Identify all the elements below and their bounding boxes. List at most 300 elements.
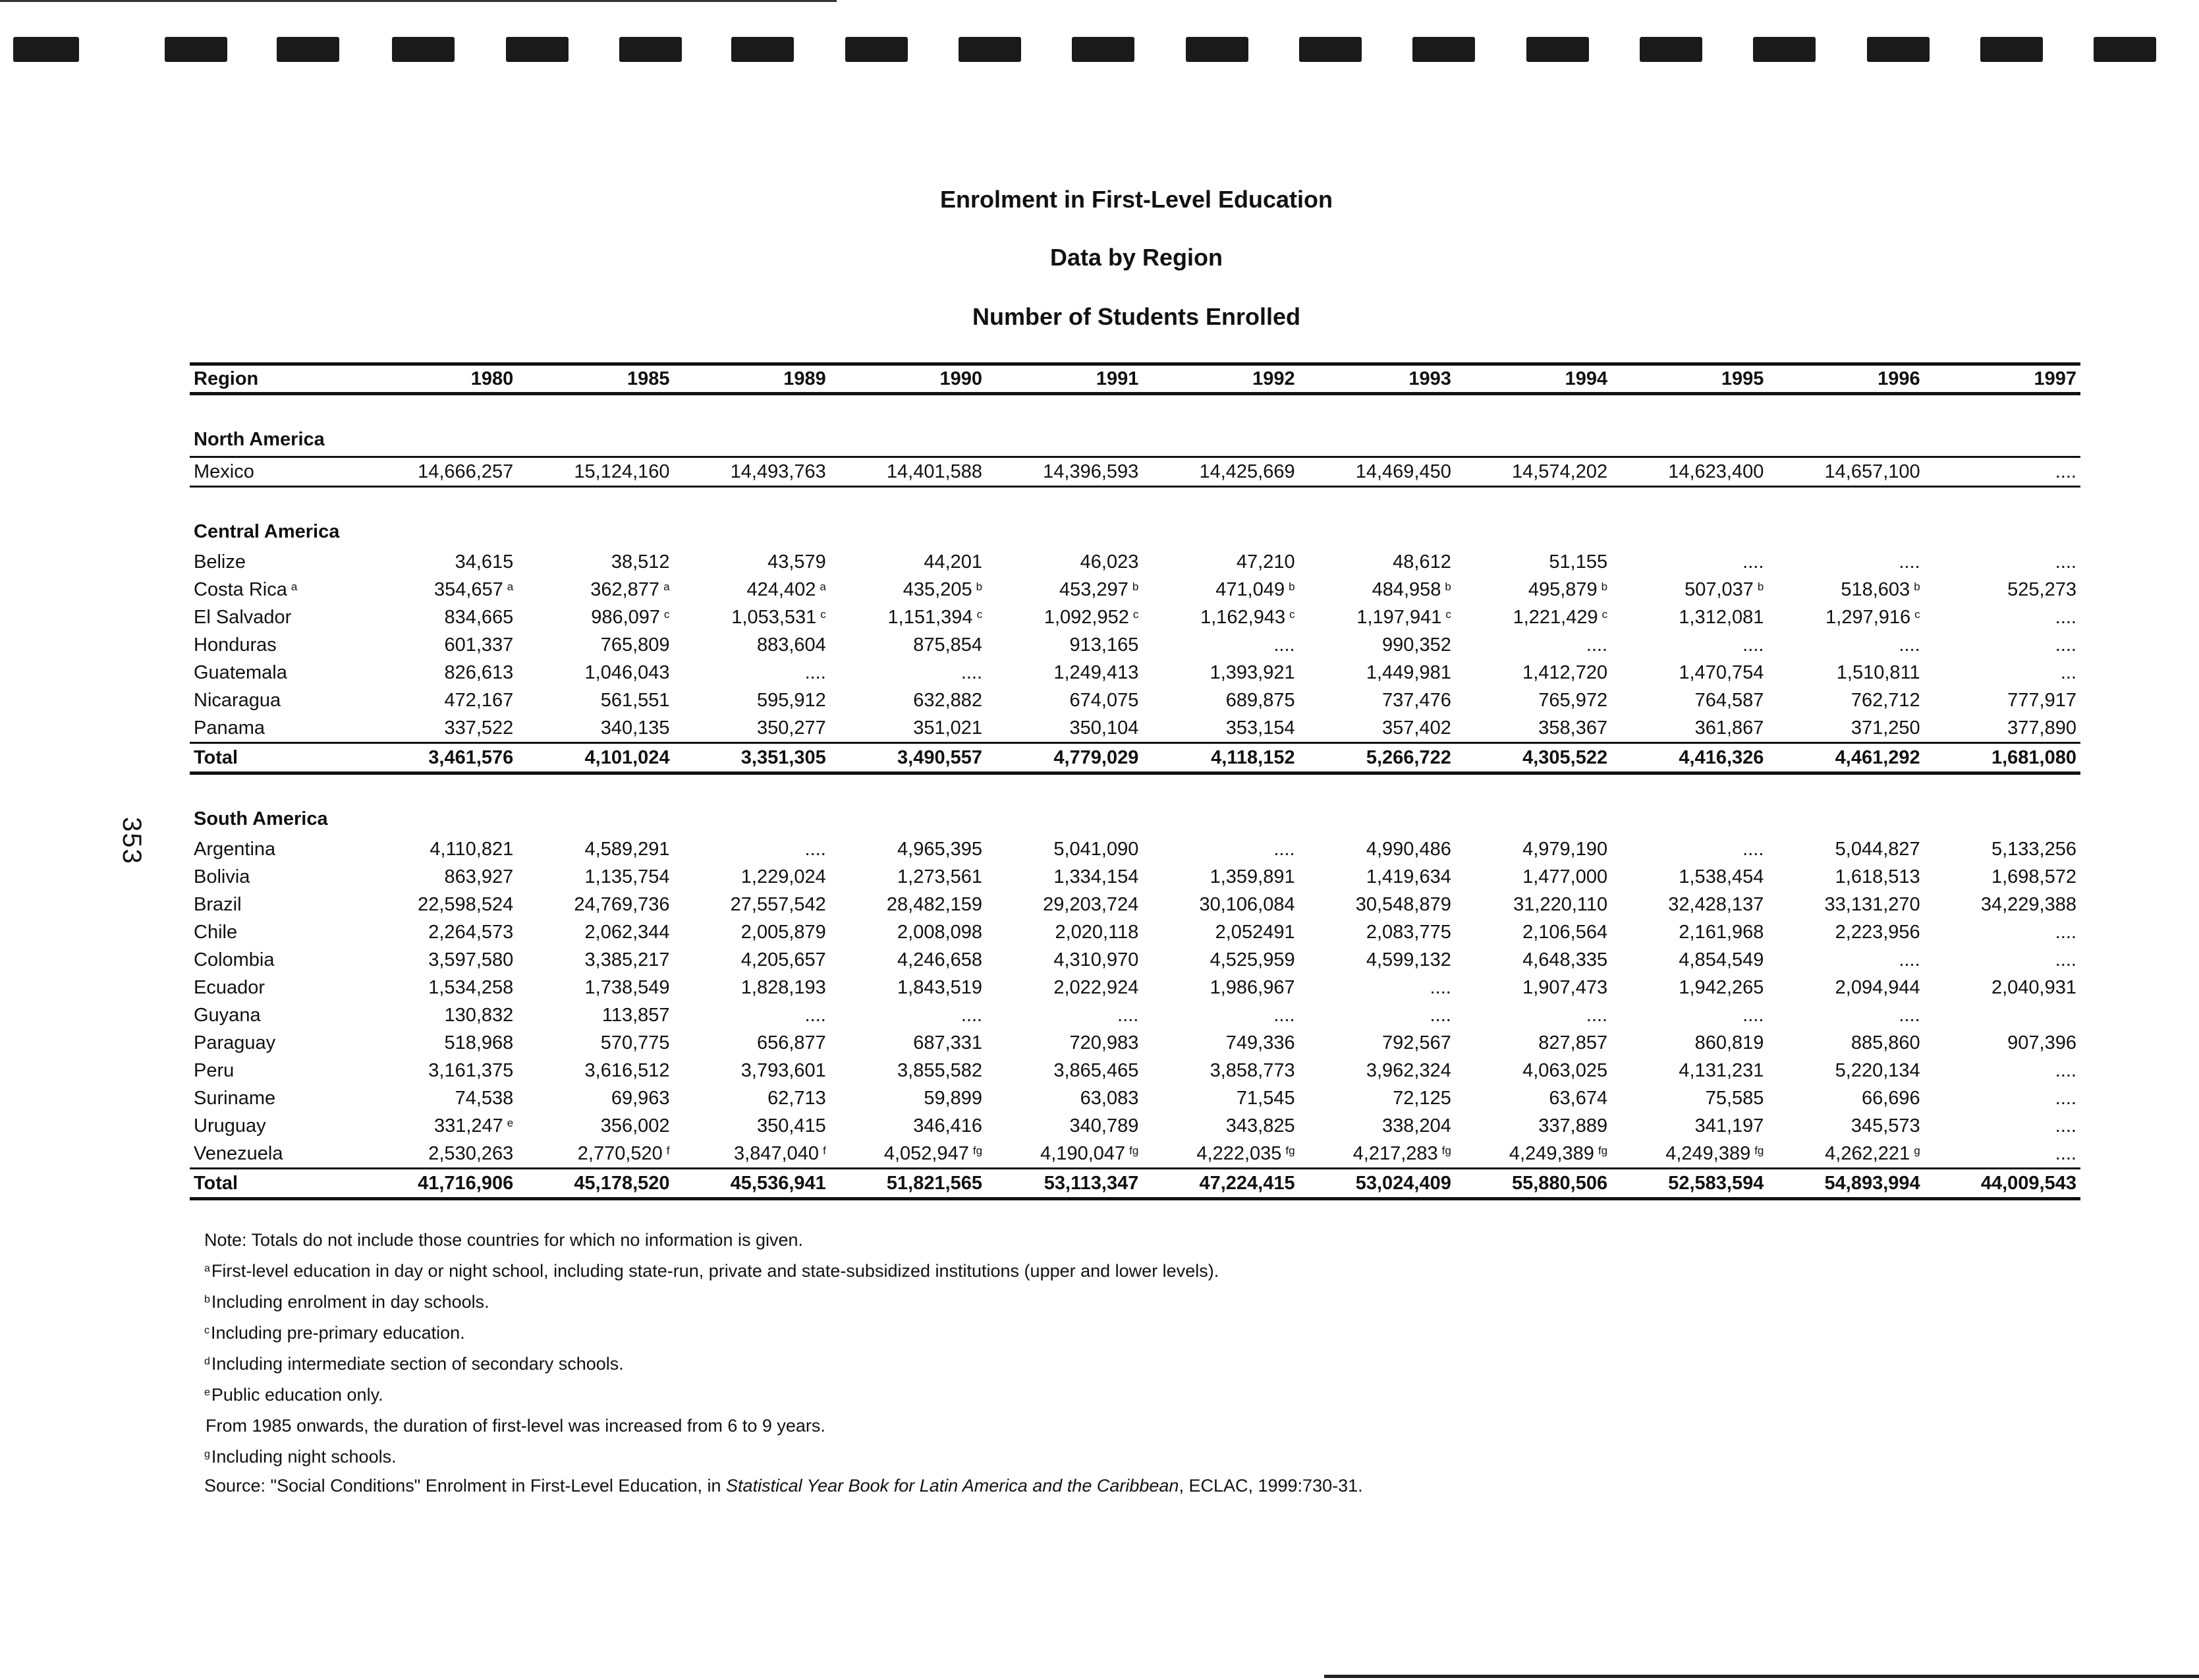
cell-value: 4,965,395 [897, 838, 983, 860]
cell-value: 32,428,137 [1668, 893, 1764, 915]
total-row [190, 1169, 2080, 1199]
table-cell [1299, 714, 1455, 743]
column-header-year: 1992 [1142, 364, 1298, 394]
cell-value: 14,401,588 [886, 461, 983, 482]
total-label: Total [190, 743, 361, 773]
table-cell [1142, 548, 1298, 576]
cell-value: 632,882 [913, 689, 983, 711]
table-cell [517, 659, 673, 686]
row-label [190, 548, 361, 576]
table-cell [361, 918, 517, 946]
row-label-text: Paraguay [194, 1032, 276, 1053]
table-cell [517, 1029, 673, 1057]
table-cell [1924, 686, 2080, 714]
cell-value: 689,875 [1225, 689, 1295, 711]
row-label-text: Guatemala [194, 661, 287, 683]
cell-value: 1,197,941 [1356, 606, 1442, 628]
cell-value: 71,545 [1236, 1087, 1295, 1109]
cell-value: 69,963 [611, 1087, 670, 1109]
table-cell [1455, 1084, 1611, 1112]
column-header-year: 1989 [674, 364, 830, 394]
cell-value: .... [1742, 838, 1764, 860]
cell-value: 907,396 [2007, 1032, 2076, 1053]
row-label-text: Costa Rica [194, 578, 287, 600]
table-cell [986, 835, 1142, 863]
table-cell [1768, 686, 1924, 714]
table-cell [986, 1001, 1142, 1029]
table-row [190, 1029, 2080, 1057]
table-cell [1142, 891, 1298, 918]
cell-value: 860,819 [1694, 1032, 1764, 1053]
table-cell [517, 1057, 673, 1084]
table-cell [1142, 1001, 1298, 1029]
cell-value: 525,273 [2007, 578, 2076, 600]
table-cell [1299, 863, 1455, 891]
cell-value: 362,877 [590, 578, 660, 600]
column-header-region: Region [190, 364, 361, 394]
table-cell [986, 918, 1142, 946]
cell-value: .... [1742, 634, 1764, 656]
table-cell [1142, 576, 1298, 603]
footnote-marker: c [1914, 607, 1920, 621]
table-cell [674, 1084, 830, 1112]
cell-value: 3,385,217 [584, 949, 670, 970]
table-cell [1455, 659, 1611, 686]
cell-value: .... [804, 661, 826, 683]
table-cell [517, 686, 673, 714]
table-cell [1142, 714, 1298, 743]
section-heading-row [190, 411, 2080, 457]
scan-mark [731, 37, 794, 62]
cell-value: .... [1899, 551, 1920, 573]
column-header-year: 1985 [517, 364, 673, 394]
table-cell [1455, 548, 1611, 576]
table-cell [1768, 1001, 1924, 1029]
table-row [190, 659, 2080, 686]
row-label [190, 1001, 361, 1029]
cell-value: .... [1430, 976, 1451, 998]
footnote-marker: c [664, 607, 670, 621]
table-cell [1924, 974, 2080, 1001]
table-cell [674, 863, 830, 891]
cell-value: 350,277 [756, 717, 826, 739]
cell-value: .... [1742, 1004, 1764, 1026]
table-cell [517, 918, 673, 946]
footnote-marker: f [823, 1144, 826, 1157]
cell-value: 762,712 [1851, 689, 1920, 711]
scan-bottom-rule [1324, 1675, 2199, 1678]
cell-value: 4,262,221 [1825, 1142, 1910, 1164]
table-cell [674, 576, 830, 603]
total-cell: 51,821,565 [830, 1169, 986, 1199]
table-cell [1611, 891, 1768, 918]
table-cell [517, 603, 673, 631]
cell-value: 4,525,959 [1210, 949, 1295, 970]
table-cell [361, 1112, 517, 1140]
cell-value: 1,393,921 [1210, 661, 1295, 683]
cell-value: 2,094,944 [1835, 976, 1920, 998]
table-cell [674, 603, 830, 631]
cell-value: 518,968 [444, 1032, 514, 1053]
table-cell [361, 835, 517, 863]
cell-value: 749,336 [1225, 1032, 1295, 1053]
table-cell [361, 603, 517, 631]
table-cell [1768, 659, 1924, 686]
table-cell [1924, 548, 2080, 576]
row-label-text: Argentina [194, 838, 276, 860]
cell-value: 1,151,394 [887, 606, 973, 628]
cell-value: 826,613 [444, 661, 514, 683]
cell-value: 764,587 [1694, 689, 1764, 711]
footnote-marker: a [663, 580, 670, 593]
table-cell [830, 1140, 986, 1169]
table-cell [517, 631, 673, 659]
table-cell [674, 1140, 830, 1169]
cell-value: 1,249,413 [1053, 661, 1139, 683]
table-cell [1924, 863, 2080, 891]
table-cell [1455, 631, 1611, 659]
table-cell [674, 1029, 830, 1057]
table-cell [1142, 603, 1298, 631]
row-label [190, 603, 361, 631]
table-cell [1924, 835, 2080, 863]
cell-value: 4,205,657 [740, 949, 826, 970]
spacer-cell [190, 487, 2080, 504]
table-cell [1142, 659, 1298, 686]
column-header-year: 1991 [986, 364, 1142, 394]
table-cell [986, 946, 1142, 974]
table-cell [1455, 576, 1611, 603]
table-row [190, 1112, 2080, 1140]
table-cell [986, 1112, 1142, 1140]
column-header-year: 1997 [1924, 364, 2080, 394]
cell-value: 14,657,100 [1824, 461, 1920, 482]
cell-value: .... [2055, 921, 2076, 943]
table-cell [361, 548, 517, 576]
cell-value: .... [2055, 1115, 2076, 1136]
cell-value: 3,962,324 [1366, 1059, 1451, 1081]
table-row [190, 835, 2080, 863]
scan-mark [1186, 37, 1248, 62]
scan-mark [959, 37, 1021, 62]
cell-value: 4,110,821 [430, 838, 514, 860]
page-title: Enrolment in First-Level Education [939, 186, 1333, 213]
table-cell [1611, 714, 1768, 743]
section-heading-row [190, 503, 2080, 548]
table-cell [1611, 1057, 1768, 1084]
row-label-text: Brazil [194, 893, 242, 915]
row-label [190, 631, 361, 659]
table-cell [830, 835, 986, 863]
table-cell [1611, 686, 1768, 714]
table-cell [830, 946, 986, 974]
cell-value: 1,419,634 [1366, 866, 1451, 887]
cell-value: 3,161,375 [428, 1059, 514, 1081]
cell-value: 4,979,190 [1522, 838, 1608, 860]
cell-value: .... [2055, 1087, 2076, 1109]
table-cell [1768, 1112, 1924, 1140]
table-cell [1455, 974, 1611, 1001]
cell-value: 471,049 [1215, 578, 1285, 600]
cell-value: 1,698,572 [1991, 866, 2076, 887]
section-heading: North America [194, 428, 325, 450]
cell-value: 113,857 [601, 1004, 670, 1026]
cell-value: 353,154 [1225, 717, 1295, 739]
cell-value: 777,917 [2007, 689, 2076, 711]
table-cell [361, 1001, 517, 1029]
cell-value: 5,133,256 [1991, 838, 2076, 860]
cell-value: 4,246,658 [897, 949, 983, 970]
footnote-c: $^c$Including pre-primary education. [204, 1323, 465, 1343]
row-label [190, 891, 361, 918]
table-cell [1768, 863, 1924, 891]
cell-value: 1,092,952 [1044, 606, 1129, 628]
table-cell [1142, 863, 1298, 891]
footnote-marker: fg [1285, 1144, 1295, 1157]
table-cell [1611, 1084, 1768, 1112]
total-row [190, 743, 2080, 773]
table-cell [1924, 603, 2080, 631]
scan-mark [1980, 37, 2043, 62]
cell-value: .... [804, 1004, 826, 1026]
scan-mark [392, 37, 455, 62]
cell-value: 340,135 [600, 717, 670, 739]
cell-value: .... [1586, 634, 1608, 656]
scan-mark [1299, 37, 1362, 62]
table-cell [1299, 1112, 1455, 1140]
table-cell [1142, 946, 1298, 974]
cell-value: 2,264,573 [428, 921, 514, 943]
table-row [190, 918, 2080, 946]
cell-value: 74,538 [455, 1087, 514, 1109]
row-label [190, 686, 361, 714]
table-cell [1768, 1084, 1924, 1112]
table-cell [1924, 946, 2080, 974]
cell-value: 22,598,524 [418, 893, 514, 915]
table-cell [830, 918, 986, 946]
section-heading: Central America [194, 520, 340, 542]
cell-value: 30,106,084 [1199, 893, 1295, 915]
row-label [190, 714, 361, 743]
cell-value: 48,612 [1393, 551, 1451, 573]
cell-value: 765,972 [1538, 689, 1608, 711]
table-cell [674, 714, 830, 743]
cell-value: .... [2055, 551, 2076, 573]
table-cell [986, 659, 1142, 686]
column-header-year: 1993 [1299, 364, 1455, 394]
row-label-text: Mexico [194, 461, 254, 482]
cell-value: 4,648,335 [1522, 949, 1608, 970]
row-label [190, 946, 361, 974]
total-cell: 53,024,409 [1299, 1169, 1455, 1199]
footnote-marker: fg [1754, 1144, 1764, 1157]
column-header-year: 1994 [1455, 364, 1611, 394]
cell-value: .... [2055, 606, 2076, 628]
footnote-note: Note: Totals do not include those countries for which no information is given. [204, 1230, 804, 1250]
scan-mark [1640, 37, 1702, 62]
table-cell [830, 576, 986, 603]
cell-value: 875,854 [913, 634, 983, 656]
scan-top-rule [0, 0, 837, 2]
row-label [190, 1112, 361, 1140]
row-label-text: Venezuela [194, 1142, 283, 1164]
table-cell [1924, 1084, 2080, 1112]
table-cell [1299, 1001, 1455, 1029]
spacer-row [190, 773, 2080, 791]
cell-value: 720,983 [1069, 1032, 1139, 1053]
table-cell [1455, 918, 1611, 946]
page-number: 353 [117, 817, 146, 865]
footnote-marker: b [1757, 580, 1764, 593]
total-cell: 4,779,029 [986, 743, 1142, 773]
table-cell [1455, 1057, 1611, 1084]
cell-value: 30,548,879 [1355, 893, 1451, 915]
table-cell [830, 1057, 986, 1084]
table-cell [1455, 835, 1611, 863]
cell-value: 2,052491 [1215, 921, 1295, 943]
cell-value: 834,665 [444, 606, 514, 628]
row-label [190, 835, 361, 863]
table-cell [1455, 891, 1611, 918]
cell-value: 14,469,450 [1355, 461, 1451, 482]
cell-value: 3,847,040 [734, 1142, 820, 1164]
cell-value: 377,890 [2007, 717, 2076, 739]
column-header-year: 1995 [1611, 364, 1768, 394]
table-cell [830, 974, 986, 1001]
table-cell [1142, 1140, 1298, 1169]
table-cell [986, 686, 1142, 714]
cell-value: 51,155 [1549, 551, 1608, 573]
scan-mark [2094, 37, 2156, 62]
cell-value: ... [2060, 661, 2076, 683]
table-cell [830, 1084, 986, 1112]
cell-value: 1,510,811 [1836, 661, 1920, 683]
scan-mark [165, 37, 227, 62]
cell-value: 29,203,724 [1043, 893, 1139, 915]
table-cell [1142, 686, 1298, 714]
footnote-marker: fg [1129, 1144, 1139, 1157]
cell-value: 1,986,967 [1210, 976, 1295, 998]
table-cell [1299, 1029, 1455, 1057]
row-label [190, 918, 361, 946]
cell-value: 2,022,924 [1053, 976, 1139, 998]
total-cell: 4,305,522 [1455, 743, 1611, 773]
table-cell [986, 576, 1142, 603]
table-cell [674, 918, 830, 946]
table-cell [830, 1112, 986, 1140]
cell-value: 4,854,549 [1679, 949, 1764, 970]
row-label-text: Bolivia [194, 866, 250, 887]
table-cell [1299, 891, 1455, 918]
cell-value: 507,037 [1684, 578, 1754, 600]
row-label [190, 457, 361, 487]
cell-value: 34,229,388 [1980, 893, 2076, 915]
cell-value: 59,899 [924, 1087, 983, 1109]
table-cell [1768, 1029, 1924, 1057]
row-label [190, 974, 361, 1001]
total-cell: 54,893,994 [1768, 1169, 1924, 1199]
table-cell [517, 1001, 673, 1029]
cell-value: 1,538,454 [1679, 866, 1764, 887]
cell-value: 341,197 [1694, 1115, 1764, 1136]
cell-value: 346,416 [913, 1115, 983, 1136]
table-cell [1299, 918, 1455, 946]
table-cell [361, 1057, 517, 1084]
table-cell [517, 1112, 673, 1140]
cell-value: 885,860 [1851, 1032, 1920, 1053]
cell-value: 14,666,257 [418, 461, 514, 482]
total-cell: 1,681,080 [1924, 743, 2080, 773]
cell-value: 2,040,931 [1991, 976, 2076, 998]
table-cell [517, 457, 673, 487]
table-cell [986, 603, 1142, 631]
cell-value: 72,125 [1393, 1087, 1451, 1109]
cell-value: 2,020,118 [1055, 921, 1139, 943]
table-cell [1299, 659, 1455, 686]
footnote-marker: a [507, 580, 514, 593]
table-cell [517, 835, 673, 863]
table-cell [674, 974, 830, 1001]
total-cell: 47,224,415 [1142, 1169, 1298, 1199]
table-cell [830, 548, 986, 576]
cell-value: 5,044,827 [1835, 838, 1920, 860]
spacer-cell [190, 394, 2080, 412]
cell-value: .... [2055, 1059, 2076, 1081]
table-cell [1768, 548, 1924, 576]
table-cell [1924, 659, 2080, 686]
cell-value: 340,789 [1069, 1115, 1139, 1136]
cell-value: .... [1117, 1004, 1139, 1026]
table-cell [830, 1001, 986, 1029]
cell-value: 1,907,473 [1522, 976, 1608, 998]
table-cell [1611, 576, 1768, 603]
table-cell [1611, 1001, 1768, 1029]
cell-value: 47,210 [1236, 551, 1295, 573]
table-cell [1611, 603, 1768, 631]
table-cell [1455, 1001, 1611, 1029]
table-cell [1768, 714, 1924, 743]
table-row [190, 457, 2080, 487]
cell-value: 14,623,400 [1668, 461, 1764, 482]
table-cell [1142, 1084, 1298, 1112]
footnote-marker: c [1445, 607, 1451, 621]
cell-value: 351,021 [913, 717, 983, 739]
total-cell: 45,536,941 [674, 1169, 830, 1199]
table-cell [674, 946, 830, 974]
footnote-marker: e [507, 1116, 514, 1129]
table-cell [361, 714, 517, 743]
table-cell [674, 891, 830, 918]
table-cell [1299, 1140, 1455, 1169]
cell-value: 674,075 [1069, 689, 1139, 711]
table-cell [674, 457, 830, 487]
cell-value: 561,551 [600, 689, 670, 711]
table-cell [1768, 457, 1924, 487]
table-cell [674, 835, 830, 863]
cell-value: 990,352 [1382, 634, 1451, 656]
total-cell: 55,880,506 [1455, 1169, 1611, 1199]
table-cell [1299, 974, 1455, 1001]
cell-value: 38,512 [611, 551, 670, 573]
total-cell: 53,113,347 [986, 1169, 1142, 1199]
table-cell [1924, 891, 2080, 918]
table-cell [1455, 603, 1611, 631]
table-cell [1768, 918, 1924, 946]
cell-value: 130,832 [444, 1004, 514, 1026]
cell-value: 4,249,389 [1509, 1142, 1594, 1164]
cell-value: 33,131,270 [1824, 893, 1920, 915]
footnote-e: $^e$Public education only. [204, 1385, 383, 1405]
